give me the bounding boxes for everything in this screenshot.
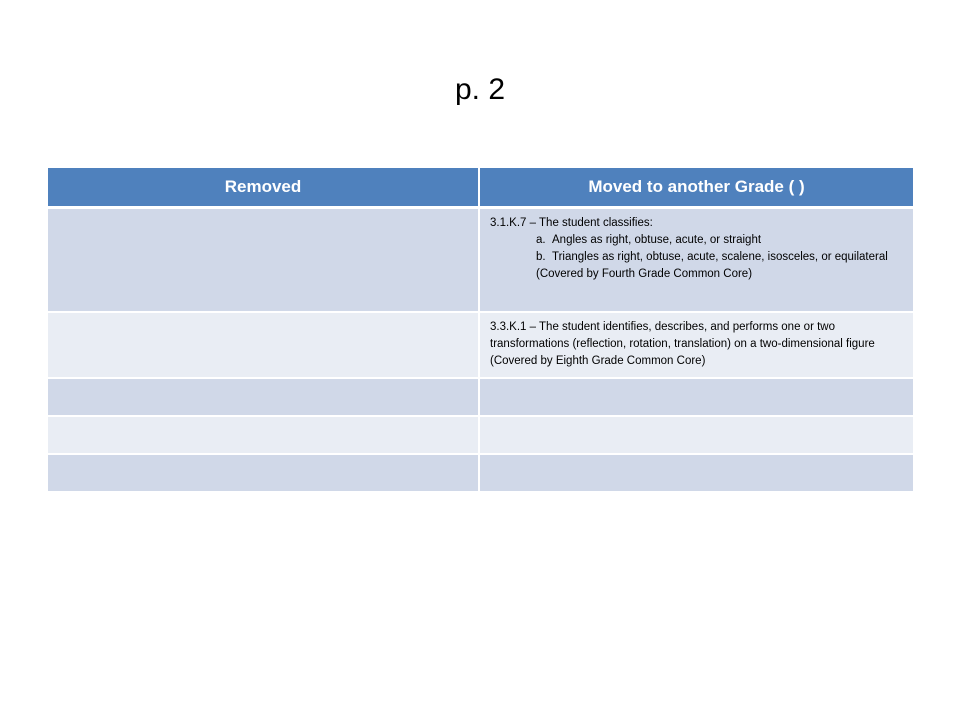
removed-cell	[48, 378, 479, 416]
moved-cell	[479, 416, 913, 454]
removed-cell	[48, 454, 479, 492]
table-row	[48, 208, 913, 312]
table-row	[48, 416, 913, 454]
moved-column-header: Moved to another Grade ( )	[479, 168, 913, 208]
standard-intro: 3.1.K.7 – The student classifies:	[490, 217, 653, 229]
moved-cell	[479, 378, 913, 416]
moved-cell	[479, 208, 913, 312]
standard-text: 3.3.K.1 – The student identifies, describes, and performs one or two transformations (reflection, rotation, translation) on a two-dimensional figure (Covered by Eighth Grade Common Core)	[490, 320, 875, 367]
removed-column-header: Removed	[48, 168, 479, 208]
page-title: p. 2	[454, 73, 506, 106]
list-item-text: Angles as right, obtuse, acute, or straight	[552, 234, 762, 246]
table-row	[48, 378, 913, 416]
list-item	[490, 232, 905, 249]
standards-table	[48, 168, 913, 493]
moved-cell	[479, 312, 913, 378]
table-row	[48, 454, 913, 492]
list-item	[490, 249, 905, 266]
table-row	[48, 312, 913, 378]
list-marker: b.	[536, 251, 546, 263]
coverage-note: (Covered by Fourth Grade Common Core)	[536, 268, 753, 280]
removed-cell	[48, 312, 479, 378]
removed-cell	[48, 208, 479, 312]
removed-cell	[48, 416, 479, 454]
list-item-text: Triangles as right, obtuse, acute, scalene, isosceles, or equilateral	[552, 251, 888, 263]
moved-cell	[479, 454, 913, 492]
list-marker: a.	[536, 234, 546, 246]
table-header-row	[48, 168, 913, 208]
